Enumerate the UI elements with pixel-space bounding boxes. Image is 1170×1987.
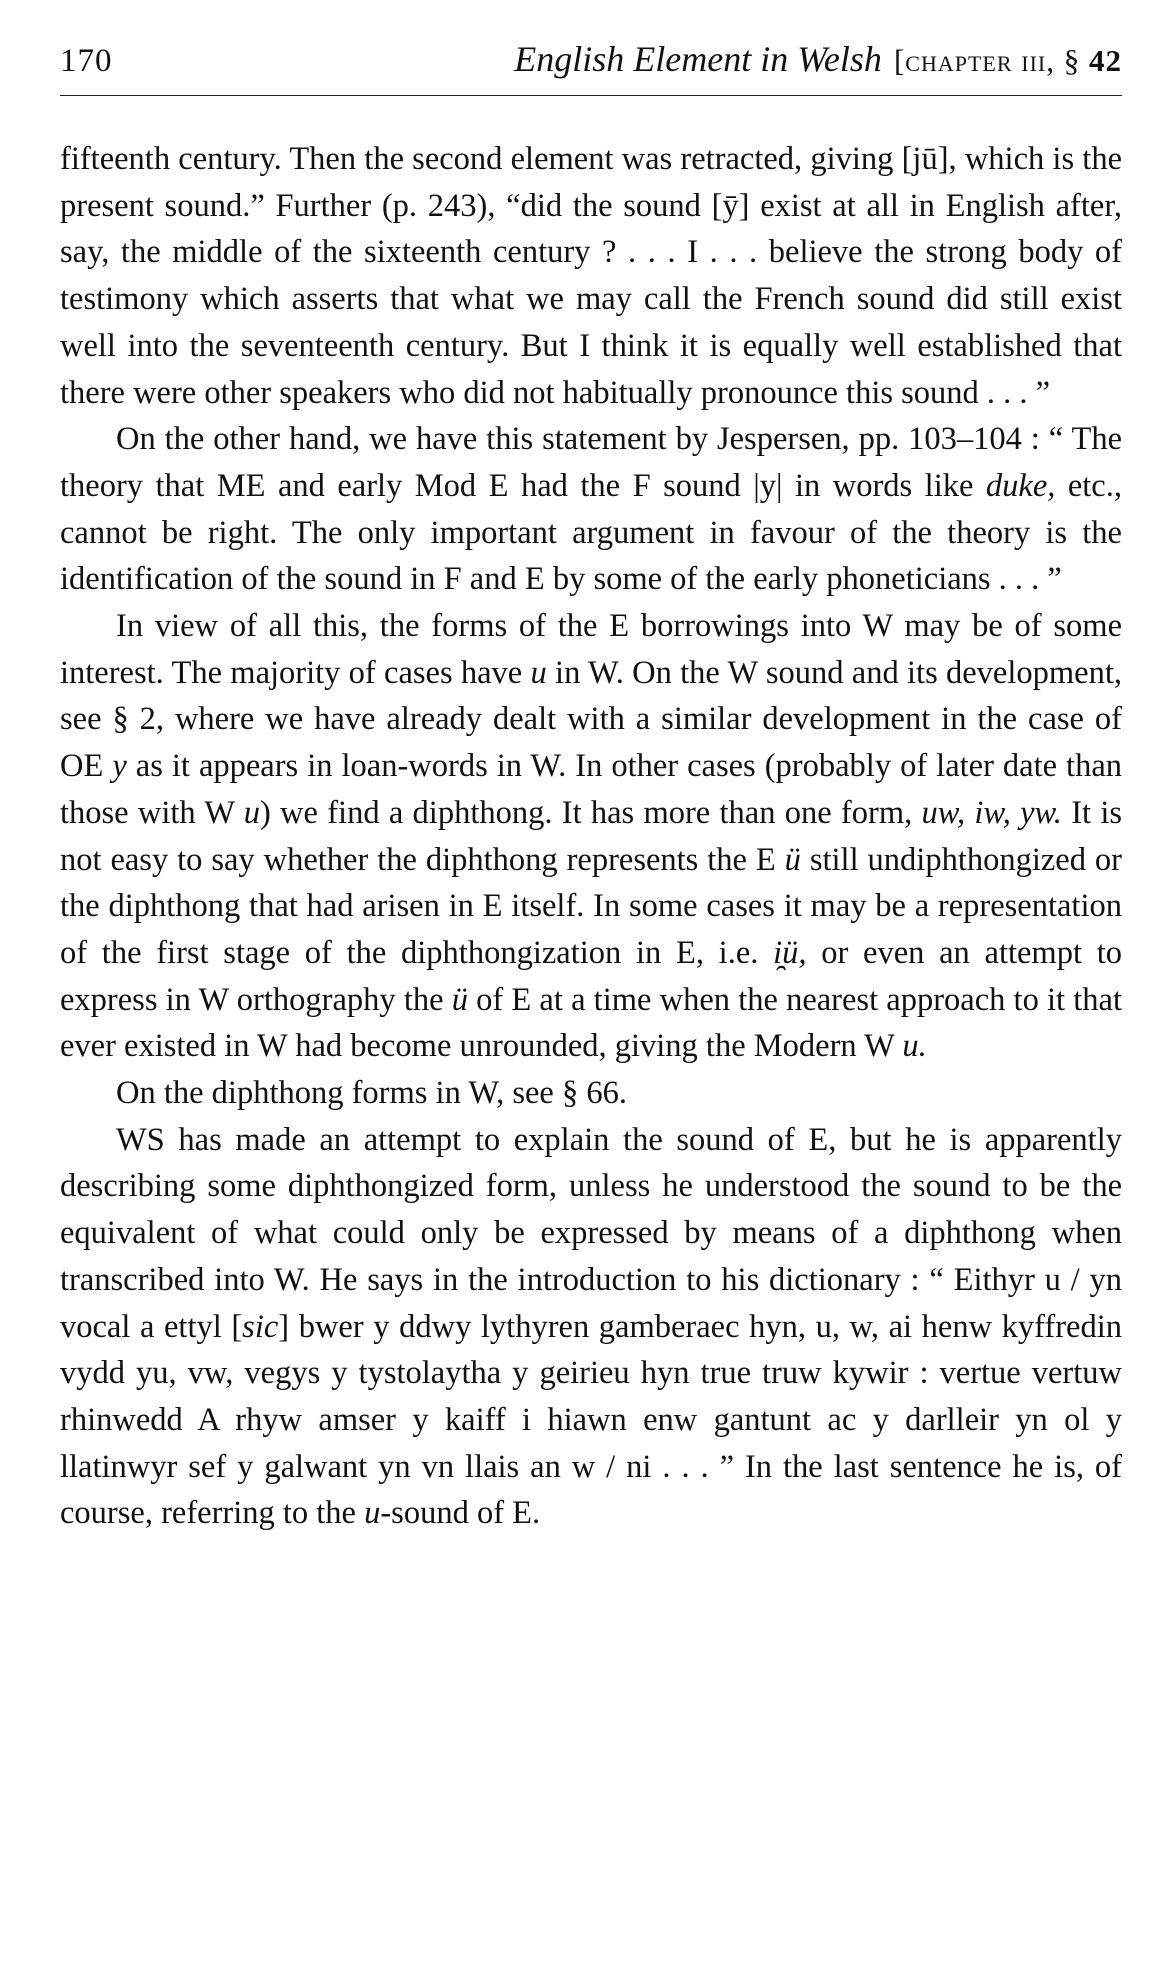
text-run: as it appears in loan-words in W. In other cases (probably of later date than those with W [60, 748, 1123, 831]
page-number: 170 [60, 43, 113, 79]
text-run: fifteenth century. Then the second element was retracted, giving [jū], which is the present sound.” Further (p. 243), “did the sound [ȳ] exist at all in English after, say, the middle of the sixteenth century ? . . . I . . . believe the strong body of testimony which asserts that what we may call the French sound did still exist well into the seventeenth century. But I think it is equally well established that there were other speakers who did not habitually pronounce this sound . . . ” [60, 141, 1122, 411]
chapter-word: chapter [905, 43, 1013, 78]
text-run: ] bwer y ddwy lythyren gamberaec hyn, u, w, ai henw kyffredin vydd yu, vw, vegys y tystolaytha y geirieu hyn true truw kywir : vertue vertuw rhinwedd A rhyw amser y kaiff i hiawn enw gantunt ac y darlleir yn ol y llatinwyr sef y galwant yn vn llais an w / ni . . . ” In the last sentence he is, of course, referring to the [60, 1308, 1122, 1532]
page-header [60, 38, 1122, 96]
italic-text: i̯ü, [773, 934, 807, 971]
italic-text: u [243, 794, 260, 831]
italic-text: y [112, 748, 127, 785]
text-run: or even an attempt to express in W orthography the [60, 934, 1122, 1018]
text-run: WS has made an attempt to explain the sound of E, but he is apparently describing some diphthongized form, unless he understood the sound to be the equivalent of what could only be expressed by means of a diphthong when transcribed into W. He says in the introduction to his dictionary : “ Eithyr u / yn vocal a ettyl [ [60, 1121, 1122, 1345]
paragraph [60, 1070, 1122, 1117]
italic-text: sic [242, 1308, 279, 1345]
text-run: In view of all this, the forms of the E borrowings into W may be of some interest. The majority of cases have [60, 608, 1122, 691]
paragraph [60, 136, 1122, 416]
text-run: On the diphthong forms in W, see § 66. [116, 1075, 627, 1112]
text-run: etc., cannot be right. The only important argument in favour of the theory is the identification of the sound in F and E by some of the early phoneticians . . . ” [60, 467, 1122, 598]
text-run: ) we find a diphthong. It has more than one form, [259, 794, 922, 831]
text-run: of E at a time when the nearest approach to it that ever existed in W had become unrounded, giving the Modern W [60, 981, 1122, 1065]
text-run: -sound of E. [380, 1495, 541, 1532]
italic-text: u [364, 1495, 381, 1532]
paragraph [60, 1117, 1122, 1537]
section-number: 42 [1089, 43, 1122, 78]
italic-text: duke, [985, 467, 1056, 504]
body-text [60, 136, 1122, 1537]
italic-text: ü [451, 981, 468, 1018]
italic-text: u [530, 654, 547, 691]
italic-text: u. [902, 1028, 927, 1065]
chapter-bracket: [ [893, 43, 906, 78]
text-run: On the other hand, we have this statement by Jespersen, pp. 103–104 : “ The theory that ME and early Mod E had the F sound |y| in words like [60, 421, 1122, 504]
chapter-number: iii, § [1021, 43, 1081, 78]
paragraph [60, 416, 1122, 603]
italic-text: ü [784, 841, 801, 878]
italic-text: uw, iw, yw. [921, 794, 1062, 831]
running-title: English Element in Welsh [514, 39, 882, 79]
text-run: still undiphthongized or the diphthong that had arisen in E itself. In some cases it may be a representation of the first stage of the diphthongization in E, i.e. [60, 841, 1122, 971]
text-run: in W. On the W sound and its development, see § 2, where we have already dealt with a similar development in the case of OE [60, 654, 1122, 785]
header-right [354, 38, 1122, 80]
paragraph [60, 603, 1122, 1070]
book-page [60, 38, 1122, 1537]
text-run: It is not easy to say whether the diphthong represents the E [60, 794, 1123, 878]
chapter-reference [894, 43, 1122, 79]
